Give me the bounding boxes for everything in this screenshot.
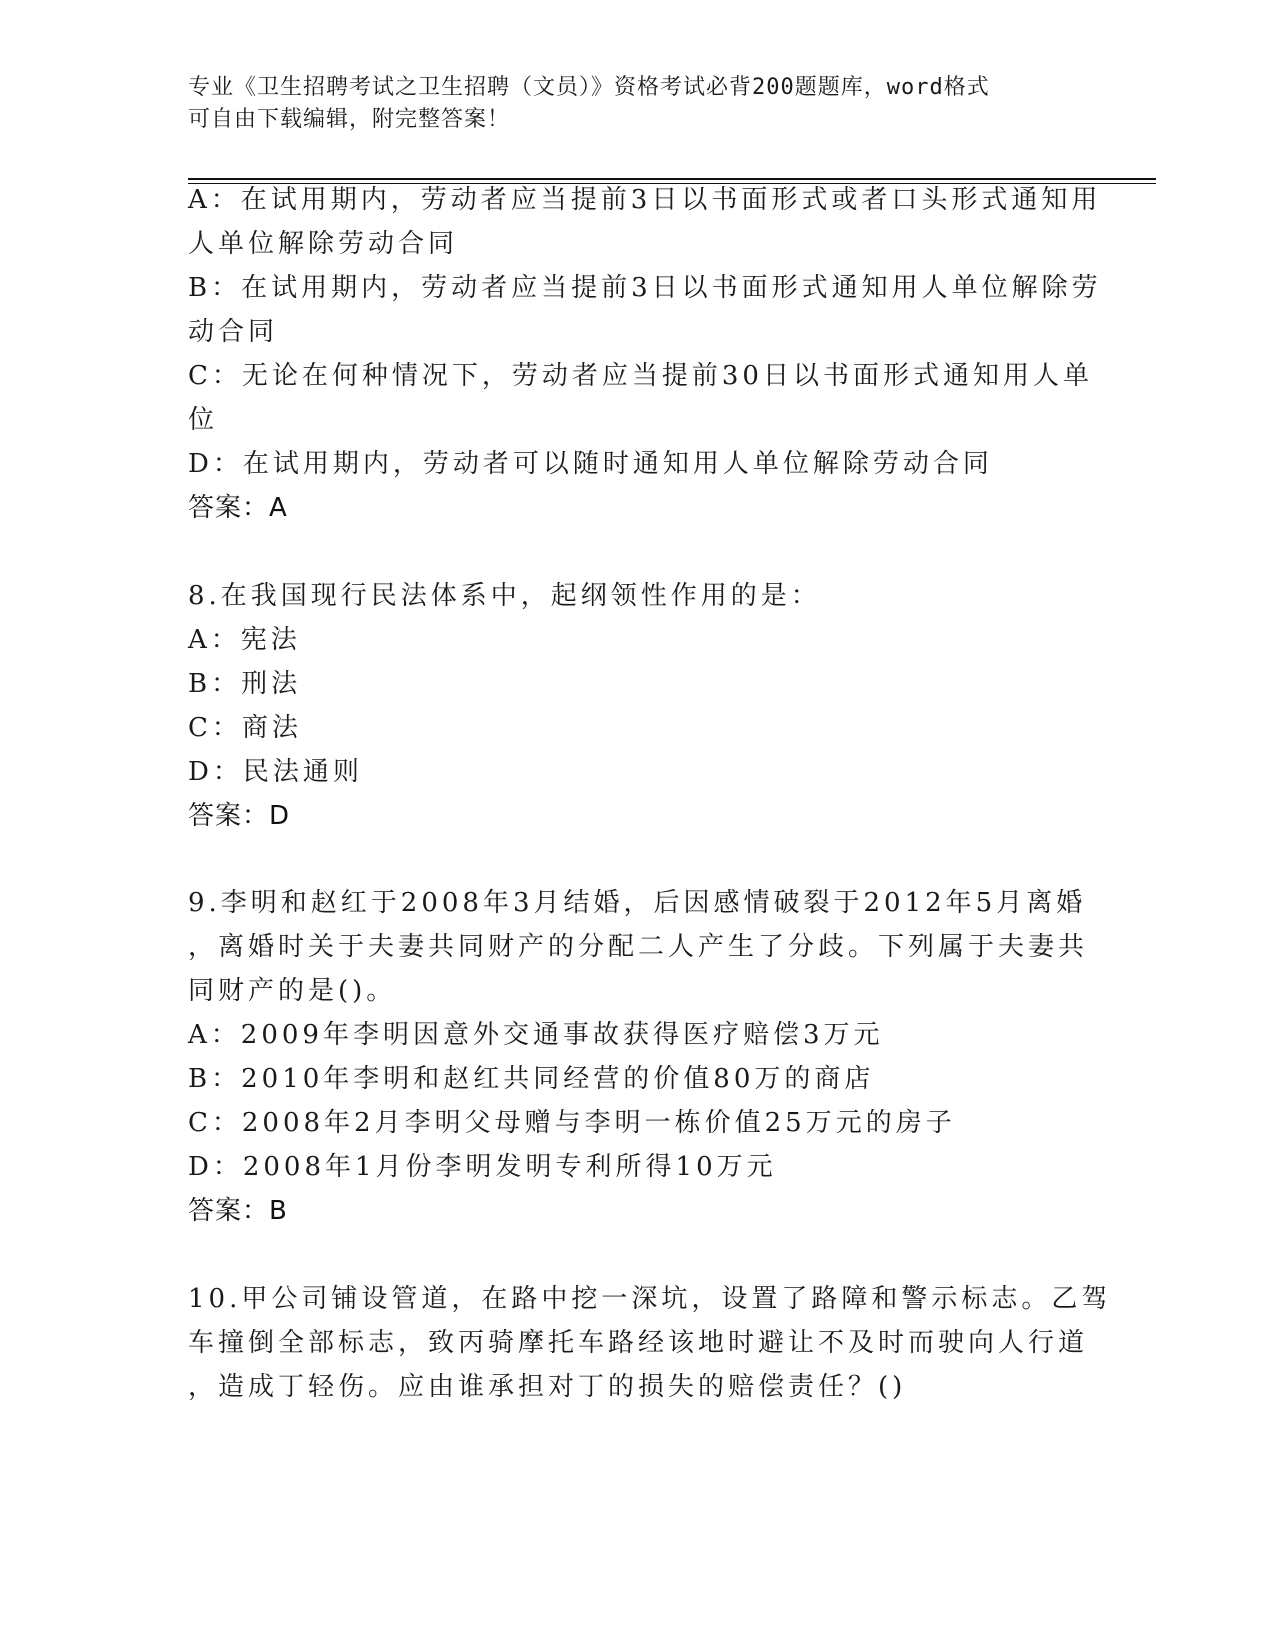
header-title-line-2: 可自由下载编辑，附完整答案！ xyxy=(188,107,511,132)
document-header xyxy=(188,72,1078,136)
q8-option-d: D：民法通则 xyxy=(188,757,363,787)
header-title-line-1: 专业《卫生招聘考试之卫生招聘（文员）》资格考试必背200题题库，word格式 xyxy=(188,75,990,100)
q8-answer: 答案：D xyxy=(188,801,291,831)
q9-answer: 答案：B xyxy=(188,1196,288,1226)
q7-answer: 答案：A xyxy=(188,493,288,523)
q7-option-b-line-1: B：在试用期内，劳动者应当提前3日以书面形式通知用人单位解除劳 xyxy=(188,273,1102,303)
q9-option-d: D：2008年1月份李明发明专利所得10万元 xyxy=(188,1152,777,1182)
q8-option-c: C：商法 xyxy=(188,713,302,743)
q9-question-line-1: 9.李明和赵红于2008年3月结婚，后因感情破裂于2012年5月离婚 xyxy=(188,888,1087,918)
q10-question-line-3: ，造成丁轻伤。应由谁承担对丁的损失的赔偿责任？() xyxy=(188,1372,907,1402)
q7-option-d: D：在试用期内，劳动者可以随时通知用人单位解除劳动合同 xyxy=(188,449,993,479)
q9-question-line-3: 同财产的是()。 xyxy=(188,976,397,1006)
q10-question-line-2: 车撞倒全部标志，致丙骑摩托车路经该地时避让不及时而驶向人行道 xyxy=(188,1328,1089,1358)
q9-option-b: B：2010年李明和赵红共同经营的价值80万的商店 xyxy=(188,1064,875,1094)
q8-option-a: A：宪法 xyxy=(188,625,301,655)
q8-question: 8.在我国现行民法体系中，起纲领性作用的是： xyxy=(188,581,821,611)
q10-question-line-1: 10.甲公司铺设管道，在路中挖一深坑，设置了路障和警示标志。乙驾 xyxy=(188,1284,1112,1314)
q7-option-c-line-1: C：无论在何种情况下，劳动者应当提前30日以书面形式通知用人单 xyxy=(188,361,1093,391)
q8-option-b: B：刑法 xyxy=(188,669,302,699)
q7-option-b-line-2: 动合同 xyxy=(188,317,279,347)
q7-option-c-line-2: 位 xyxy=(188,405,219,435)
q9-option-c: C：2008年2月李明父母赠与李明一栋价值25万元的房子 xyxy=(188,1108,956,1138)
q7-option-a-line-2: 人单位解除劳动合同 xyxy=(188,229,459,259)
q9-question-line-2: ，离婚时关于夫妻共同财产的分配二人产生了分歧。下列属于夫妻共 xyxy=(188,932,1089,962)
q9-option-a: A：2009年李明因意外交通事故获得医疗赔偿3万元 xyxy=(188,1020,884,1050)
q7-option-a-line-1: A：在试用期内，劳动者应当提前3日以书面形式或者口头形式通知用 xyxy=(188,185,1102,215)
